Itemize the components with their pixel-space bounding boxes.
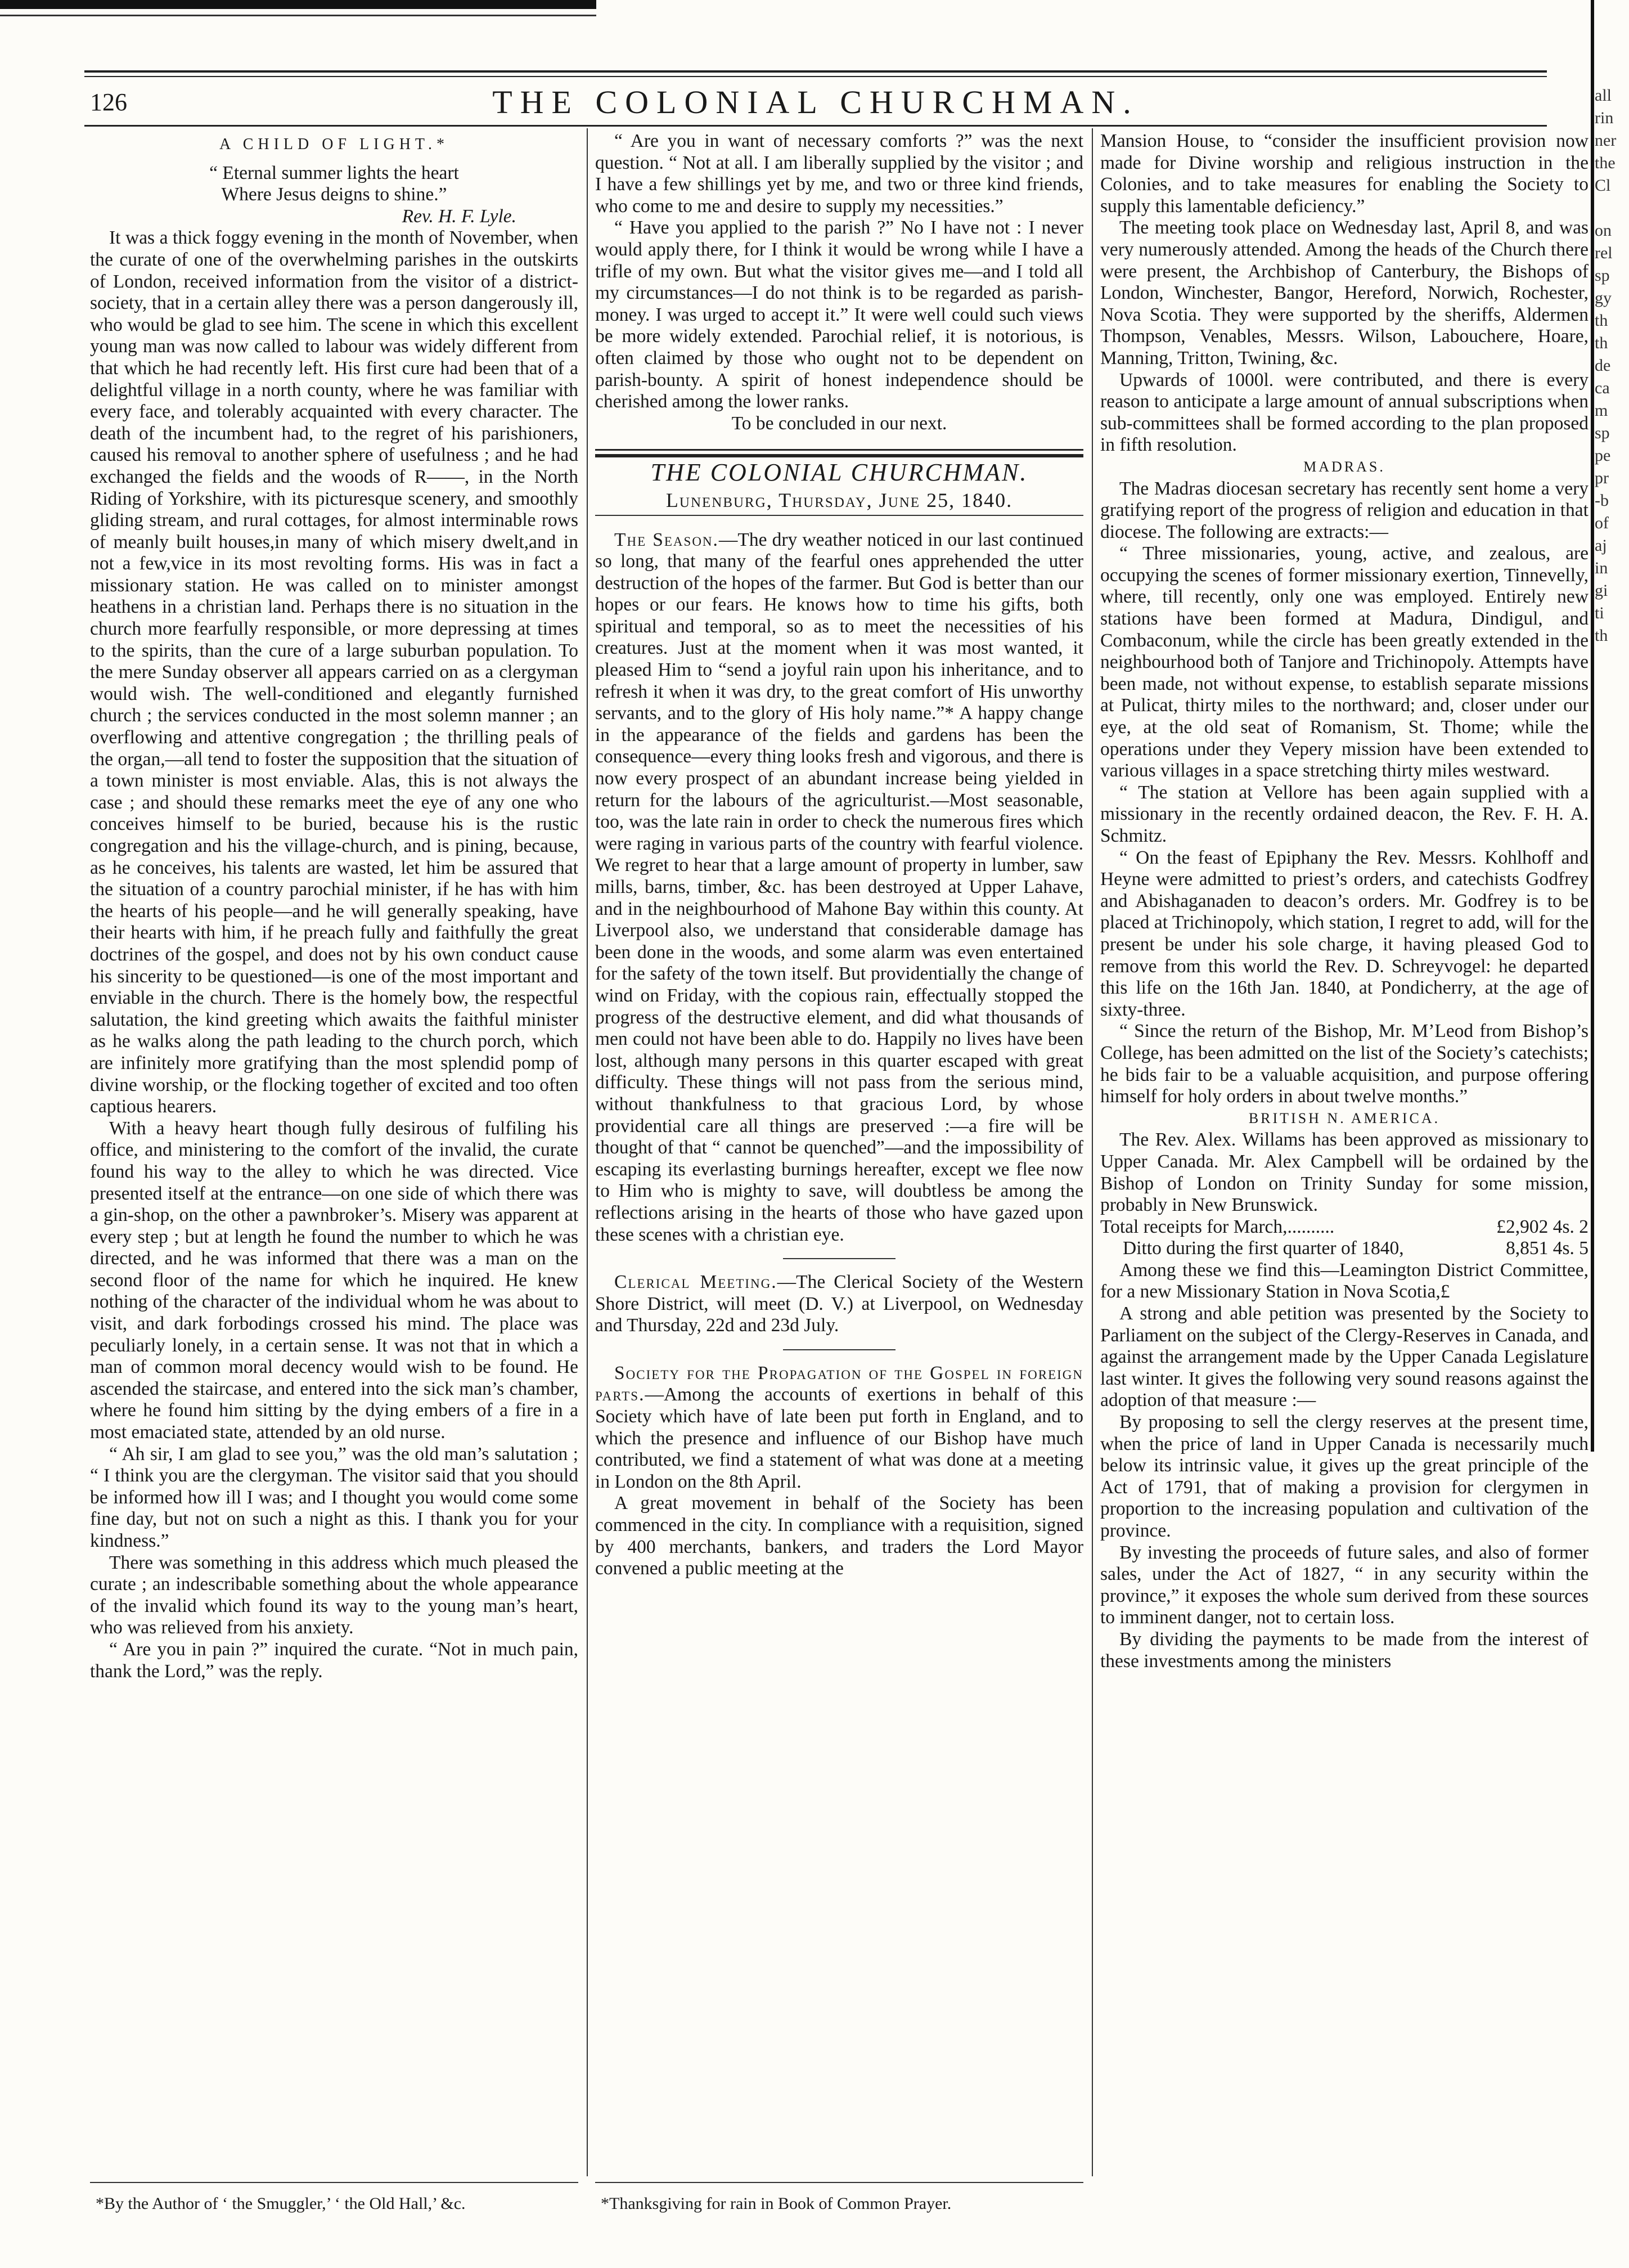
news-paragraph: “ Three missionaries, young, active, and zealous, are occupying the scenes of former missionary exertion, Tinnevelly, where, till recently, only one was employed. Entirely new stations have been formed at Madura, Dindigul, and Combaconum, while the circle has been greatly extended in the neighbourhood both of Tanjore and Trichinopoly. Attempts have been made, not without expense, to establish separate missions at Pulicat, thirty miles to the northward; and, closer under our eye, at the old seat of Romanism, St. Thome; while the operations under they Vepery mission have been extended to various villages in a space stretching thirty miles westward. [1100, 543, 1588, 782]
society-heading: Society for the Propagation of the Gospel in foreign parts. [595, 1362, 1083, 1405]
to-be-concluded: To be concluded in our next. [731, 412, 947, 434]
column-3 [1100, 131, 1588, 1672]
news-paragraph: “ The station at Vellore has been again supplied with a missionary in the recently ordained deacon, the Rev. F. H. A. Schmitz. [1100, 782, 1588, 846]
column-divider-2 [1092, 128, 1093, 2176]
epigraph-line-2: Where Jesus deigns to shine.” [221, 184, 447, 205]
news-paragraph: “ Since the return of the Bishop, Mr. M’Leod from Bishop’s College, has been admitted on the list of the Society’s catechists; he bids fair to be a valuable acquisition, and purpose offering himself for holy orders in about twelve months.” [1100, 1021, 1589, 1107]
story-paragraph: “ Are you in pain ?” inquired the curate. “Not in much pain, thank the Lord,” was the reply. [90, 1638, 578, 1682]
top-black-bar [0, 0, 596, 9]
receipts-value: £2,902 4s. 2 [1496, 1216, 1588, 1237]
section-divider [783, 1258, 896, 1259]
page-header [90, 83, 1541, 123]
section-divider [783, 1349, 896, 1350]
story-title: A CHILD OF LIGHT.* [219, 136, 449, 153]
news-paragraph: Among these we find this—Leamington District Committee, for a new Missionary Station in Nova Scotia,£ [1100, 1259, 1588, 1303]
editorial-rule-thick [595, 454, 1083, 457]
dateline: Lunenburg, Thursday, June 25, 1840. [665, 488, 1013, 511]
story-paragraph: It was a thick foggy evening in the month of November, when the curate of one of the overwhelming parishes in the outskirts of London, received information from the visitor of a district-society, that in a certain alley there was a person dangerously ill, who would be glad to see him. The scene in which this excellent young man was now called to labour was widely different from that which he had recently left. His first cure had been that of a delightful village in a north county, where he was familiar with every face, and tolerably acquainted with every character. The death of the incumbent had, to the regret of his parishioners, caused his removal to another sphere of usefulness ; and he had exchanged the fields and the woods of R——, in the North Riding of Yorkshire, with its picturesque scenery, and smoothly gliding stream, and rural cottages, for almost interminable rows of meanly built houses,in many of which misery dwelt,and in not a few,vice in its most revolting forms. His was in fact a missionary station. He was called on to minister amongst heathens in a christian land. Perhaps there is no situation in the church more fearfully responsible, or more depressing at times to the spirits, than the cure of a large suburban population. To the mere Sunday observer all appears carried on as a clergyman would wish. The well-conditioned and elegantly furnished church ; the services conducted in the most solemn manner ; an overflowing and attentive congregation ; the thrilling peals of the organ,—all tend to foster the supposition that the situation of a town minister is most enviable. Alas, this is not always the case ; and should these remarks meet the eye of any one who conceives himself to be buried, because his is the rustic congregation and his the village-church, and is pining, because, as he conceives, his talents are wasted, let him be assured that the situation of a country parochial minister, if he has with him the hearts of his people—and he will generally speaking, have their hearts with him, if he preach fully and faithfully the great doctrines of the gospel, and does not by his own conduct cause his sincerity to be questioned—is one of the most important and enviable in the church. There is the homely bow, the respectful salutation, the kind greeting which awaits the faithful minister as he walks along the path leading to the church porch, which are infinitely more gratifying than the most splendid pomp of divine worship, or the flocking together of excited and too often captious hearers. [90, 227, 578, 1117]
season-paragraph [595, 529, 1083, 1246]
receipts-row [1100, 1216, 1588, 1238]
epigraph-line-1: “ Eternal summer lights the heart [209, 162, 459, 183]
footnote-rule-1 [90, 2182, 578, 2183]
masthead: THE COLONIAL CHURCHMAN. [492, 84, 1139, 120]
right-margin-bar [1591, 0, 1594, 1452]
bna-heading: BRITISH N. AMERICA. [1248, 1110, 1441, 1126]
editorial-title: THE COLONIAL CHURCHMAN. [650, 459, 1028, 487]
clerical-paragraph [595, 1272, 1083, 1337]
header-rule-top-thin [84, 76, 1547, 77]
news-paragraph: By investing the proceeds of future sales, and also of former sales, under the Act of 1827, “ in any security within the province,” it exposes the whole sum derived from these sources to imminent danger, not to certain loss. [1100, 1542, 1588, 1628]
news-paragraph: The meeting took place on Wednesday last, April 8, and was very numerously attended. Among the heads of the Church there were present, the Archbishop of Canterbury, the Bishops of London, Winchester, Bangor, Hereford, Norwich, Rochester, Nova Scotia. They were supported by the sheriffs, Aldermen Thompson, Venables, Messrs. Wilson, Labouchere, Hoare, Manning, Tritton, Twining, &c. [1100, 217, 1588, 369]
news-paragraph: By dividing the payments to be made from the interest of these investments among the ministers [1100, 1628, 1588, 1672]
movement-paragraph: A great movement in behalf of the Society has been commenced in the city. In compliance with a requisition, signed by 400 merchants, bankers, and traders the Lord Mayor convened a public meeting at the [595, 1493, 1083, 1579]
news-paragraph: The Madras diocesan secretary has recently sent home a very gratifying report of the progress of religion and education in that diocese. The following are extracts:— [1100, 478, 1588, 542]
clerical-text: —The Clerical Society of the Western Shore District, will meet (D. V.) at Liverpool, on Wednesday and Thursday, 22d and 23d July. [595, 1272, 1083, 1336]
story-paragraph: With a heavy heart though fully desirous of fulfiling his office, and ministering to the comfort of the invalid, the curate found his way to the alley to which he was directed. Vice presented itself at the entrance—on one side of which there was a gin-shop, on the other a pawnbroker’s. Misery was apparent at every step ; but at length he found the number to which he was directed, and he was informed that there was a man on the second floor of the name for which he inquired. He knew nothing of the character of the individual whom he was about to visit, and dark forbodings crossed his mind. The place was peculiarly lonely, in a certain sense. It was not that in which a man of common moral decency would wish to be found. He ascended the staircase, and entered into the sick man’s chamber, where he found him sitting by the dying embers of a fire in a most emaciated state, attended by an old nurse. [90, 1117, 578, 1443]
ditto-value: 8,851 4s. 5 [1505, 1238, 1588, 1259]
news-paragraph: The Rev. Alex. Willams has been approved as missionary to Upper Canada. Mr. Alex Campbell will be ordained by the Bishop of London on Trinity Sunday for some mission, probably in New Brunswick. [1100, 1129, 1588, 1216]
madras-heading: MADRAS. [1303, 458, 1385, 475]
season-text: —The dry weather noticed in our last continued so long, that many of the fearful ones apprehended the utter destruction of the hopes of the farmer. But God is better than our hopes or our fears. He knows how to time his gifts, both spiritual and temporal, so as to meet the necessities of his creatures. Just at the moment when it was most wanted, it pleased Him to “send a joyful rain upon his inheritance, and to refresh it when it was dry, to the great comfort of His unworthy servants, and to the glory of His holy name.”* A happy change in the appearance of the fields and gardens has been the consequence—every thing looks fresh and vigorous, and there is now every prospect of an abundant increase being yielded in return for the labours of the agriculturist.—Most seasonable, too, was the late rain in order to check the numerous fires which were raging in various parts of the country with fearful violence. We regret to hear that a large amount of property in lumber, saw mills, barns, timber, &c. has been destroyed at Upper Lahave, and in the neighbourhood of Mahone Bay within this county. At Liverpool also, we understand that considerable damage has been done in the woods, and some alarm was even entertained for the safety of the town itself. But providentially the change of wind on Friday, with the copious rain, effectually stopped the progress of the destructive element, and did what thousands of men could not have been able to do. Happily no lives have been lost, although many persons in this quarter escaped with great difficulty. These things will not pass from the serious mind, without thankfulness to that gracious Lord, by whose providential care all things are preserved :—a fire will be thought of that “ cannot be quenched”—and the impossibility of escaping its everlasting burnings hereafter, except we flee now to Him who is mighty to save, will doubtless be among the reflections arising in the hearts of those who have gazed upon these scenes with a christian eye. [595, 529, 1083, 1245]
society-text: —Among the accounts of exertions in behalf of this Society which have of late been put forth in England, and to which the presence and influence of our Bishop have much contributed, we find a statement of what was done at a meeting in London on the 8th April. [595, 1384, 1083, 1492]
page-number: 126 [90, 88, 127, 116]
header-rule-bottom [84, 125, 1547, 127]
story-paragraph: “ Ah sir, I am glad to see you,” was the old man’s salutation ; “ I think you are the clergyman. The visitor said that you should be informed how ill I was; and I thought you would come some fine day, but not on such a night as this. I thank you for your kindness.” [90, 1443, 578, 1551]
column-2 [595, 131, 1083, 1580]
society-paragraph [595, 1363, 1083, 1493]
footnote-2: *Thanksgiving for rain in Book of Common Prayer. [601, 2194, 952, 2213]
footnote-1: *By the Author of ‘ the Smuggler,’ ‘ the Old Hall,’ &c. [96, 2194, 466, 2213]
news-paragraph: A strong and able petition was presented by the Society to Parliament on the subject of the Clergy-Reserves in Canada, and against the arrangement made by the Upper Canada Legislature last winter. It gives the following very sound reasons against the adoption of that measure :— [1100, 1303, 1588, 1411]
receipts-label: Total receipts for March,.......... [1100, 1216, 1335, 1237]
footnote-rule-2 [595, 2182, 1083, 2183]
news-paragraph: “ On the feast of Epiphany the Rev. Messrs. Kohlhoff and Heyne were admitted to priest’s orders, and catechists Godfrey and Abishaganaden to deacon’s orders. Mr. Godfrey is to be placed at Trichinopoly, which station, I regret to add, will for the present be under his sole charge, it having pleased God to remove from this world the Rev. D. Schreyvogel: he departed this life on the 16th Jan. 1840, at Pondicherry, at the age of sixty-three. [1100, 847, 1588, 1020]
news-paragraph: Upwards of 1000l. were contributed, and there is every reason to anticipate a large amount of annual subscriptions when sub-committees shall be formed according to the plan proposed in fifth resolution. [1100, 369, 1588, 456]
clerical-heading: Clerical Meeting. [614, 1272, 777, 1293]
story-paragraph: “ Are you in want of necessary comforts ?” was the next question. “ Not at all. I am liberally supplied by the visitor ; and I have a few shillings yet by me, and two or three kind friends, who come to me and desire to supply my necessities.” [595, 131, 1083, 217]
column-1 [90, 131, 578, 1682]
season-heading: The Season. [614, 529, 719, 550]
top-thin-line [0, 15, 596, 16]
epigraph-author: Rev. H. F. Lyle. [402, 205, 516, 227]
news-paragraph: By proposing to sell the clergy reserves at the present time, when the price of land in Upper Canada is necessarily much below its intrinsic value, it gives up the great principle of the Act of 1791, that of making a provision for clergymen in proportion to the increasing population and cultivation of the province. [1100, 1412, 1588, 1541]
adjacent-page-fragments: all rin ner the Cl on rel sp gy th th de ca m sp pe pr -b of aj in gi ti th [1595, 86, 1617, 645]
editorial-rule-thin [595, 449, 1083, 451]
ditto-label: Ditto during the first quarter of 1840, [1123, 1238, 1404, 1259]
ditto-row [1100, 1238, 1588, 1260]
story-paragraph: “ Have you applied to the parish ?” No I have not : I never would apply there, for I think it would be wrong while I have a trifle of my own. But what the visitor gives me—and I told all my circumstances—I do not think is to be regarded as parish-money. I was urged to accept it.” It were well could such views be more widely extended. Parochial relief, it is notorious, is often claimed by those who ought not to be dependent on parish-bounty. A spirit of honest independence should be cherished among the lower ranks. [595, 217, 1083, 412]
column-divider-1 [587, 128, 588, 2176]
story-paragraph: There was something in this address which much pleased the curate ; an indescribable something about the whole appearance of the invalid which found its way to the young man’s heart, who was relieved from his anxiety. [90, 1552, 578, 1638]
dateline-rule [595, 515, 1083, 516]
news-paragraph: Mansion House, to “consider the insufficient provision now made for Divine worship and religious instruction in the Colonies, and to take measures for enabling the Society to supply this lamentable deficiency.” [1100, 131, 1588, 217]
header-rule-top [84, 70, 1547, 73]
